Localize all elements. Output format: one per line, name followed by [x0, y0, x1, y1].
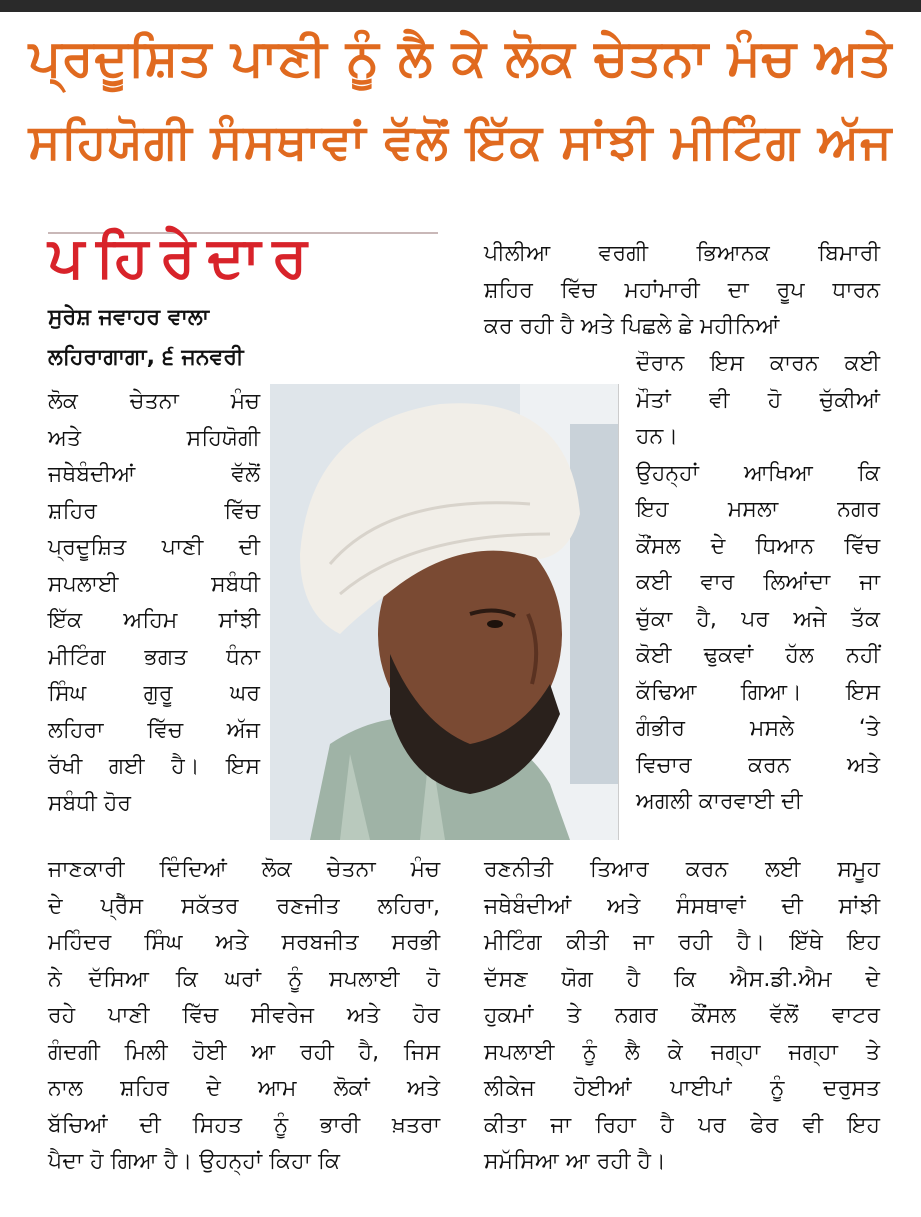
body-line: ਹੁਕਮਾਂ ਤੇ ਨਗਰ ਕੌਂਸਲ ਵੱਲੋਂ ਵਾਟਰ	[484, 1003, 880, 1028]
headline-line-1: ਪ੍ਰਦੂਸ਼ਿਤ ਪਾਣੀ ਨੂੰ ਲੈ ਕੇ ਲੋਕ ਚੇਤਨਾ ਮੰਚ ਅਤੇ	[28, 28, 893, 87]
body-line: ਕਈ ਵਾਰ ਲਿਆਂਦਾ ਜਾ	[636, 570, 880, 595]
body-line: ਗੰਭੀਰ ਮਸਲੇ ‘ਤੇ	[636, 716, 880, 741]
body-line: ਦੌਰਾਨ ਇਸ ਕਾਰਨ ਕਈ	[636, 351, 880, 376]
body-line: ਮੌਤਾਂ ਵੀ ਹੋ ਚੁੱਕੀਆਂ	[636, 387, 880, 413]
headline-line-2: ਸਹਿਯੋਗੀ ਸੰਸਥਾਵਾਂ ਵੱਲੋਂ ਇੱਕ ਸਾਂਝੀ ਮੀਟਿੰਗ ਅੱਜ	[28, 114, 893, 170]
body-line: ਅਤੇ ਸਹਿਯੋਗੀ	[48, 425, 260, 451]
body-line: ਸਪਲਾਈ ਨੂੰ ਲੈ ਕੇ ਜਗ੍ਹਾ ਜਗ੍ਹਾ ਤੇ	[484, 1039, 881, 1065]
body-line: ਰਹੇ ਪਾਣੀ ਵਿੱਚ ਸੀਵਰੇਜ ਅਤੇ ਹੋਰ	[48, 1003, 440, 1028]
body-line: ਨਾਲ ਸ਼ਹਿਰ ਦੇ ਆਮ ਲੋਕਾਂ ਅਤੇ	[48, 1076, 440, 1101]
body-line: ਸਮੱਸਿਆ ਆ ਰਹੀ ਹੈ।	[484, 1149, 666, 1174]
body-line: ਅਗਲੀ ਕਾਰਵਾਈ ਦੀ	[636, 789, 803, 814]
body-line: ਰੱਖੀ ਗਈ ਹੈ। ਇਸ	[48, 754, 260, 779]
body-column-left-bottom	[48, 852, 440, 1181]
body-line: ਉਹਨ੍ਹਾਂ ਆਖਿਆ ਕਿ	[636, 460, 880, 486]
body-line: ਗੰਦਗੀ ਮਿਲੀ ਹੋਈ ਆ ਰਹੀ ਹੈ, ਜਿਸ	[48, 1039, 440, 1065]
body-line: ਲਹਿਰਾ ਵਿੱਚ ਅੱਜ	[48, 717, 260, 743]
body-line: ਸਪਲਾਈ ਸਬੰਧੀ	[48, 571, 260, 597]
masthead-logo: ਪਹਿਰੇਦਾਰ	[48, 225, 320, 290]
body-line: ਜਾਣਕਾਰੀ ਦਿੰਦਿਆਂ ਲੋਕ ਚੇਤਨਾ ਮੰਚ	[48, 857, 440, 882]
body-line: ਜਥੇਬੰਦੀਆਂ ਅਤੇ ਸੰਸਥਾਵਾਂ ਦੀ ਸਾਂਝੀ	[484, 893, 880, 919]
body-column-left-top	[48, 384, 260, 822]
body-line: ਵਿਚਾਰ ਕਰਨ ਅਤੇ	[636, 752, 880, 778]
body-line: ਮੀਟਿੰਗ ਕੀਤੀ ਜਾ ਰਹੀ ਹੈ। ਇੱਥੇ ਇਹ	[484, 930, 880, 955]
body-line: ਲੋਕ ਚੇਤਨਾ ਮੰਚ	[48, 389, 260, 414]
body-line: ਕੌਂਸਲ ਦੇ ਧਿਆਨ ਵਿੱਚ	[636, 533, 880, 559]
body-line: ਸਬੰਧੀ ਹੋਰ	[48, 790, 132, 816]
body-line: ਇੱਕ ਅਹਿਮ ਸਾਂਝੀ	[48, 608, 260, 633]
body-line: ਕਰ ਰਹੀ ਹੈ ਅਤੇ ਪਿਛਲੇ ਛੇ ਮਹੀਨਿਆਂ	[484, 314, 780, 339]
body-line: ਦੱਸਣ ਯੋਗ ਹੈ ਕਿ ਐਸ.ਡੀ.ਐਮ ਦੇ	[484, 966, 880, 992]
body-line: ਚੁੱਕਾ ਹੈ, ਪਰ ਅਜੇ ਤੱਕ	[636, 606, 880, 632]
body-line: ਨੇ ਦੱਸਿਆ ਕਿ ਘਰਾਂ ਨੂੰ ਸਪਲਾਈ ਹੋ	[48, 966, 440, 992]
body-line: ਰਣਨੀਤੀ ਤਿਆਰ ਕਰਨ ਲਈ ਸਮੂਹ	[484, 857, 880, 882]
body-line: ਬੱਚਿਆਂ ਦੀ ਸਿਹਤ ਨੂੰ ਭਾਰੀ ਖ਼ਤਰਾ	[48, 1112, 440, 1138]
body-line: ਲੀਕੇਜ ਹੋਈਆਂ ਪਾਈਪਾਂ ਨੂੰ ਦਰੁਸਤ	[484, 1076, 880, 1101]
byline	[48, 298, 468, 378]
portrait-photo	[270, 384, 619, 840]
body-line: ਹਨ।	[636, 424, 679, 449]
body-line: ਸ਼ਹਿਰ ਵਿੱਚ	[48, 498, 260, 524]
body-column-right-middle	[636, 346, 880, 821]
byline-author: ਸੁਰੇਸ਼ ਜਵਾਹਰ ਵਾਲਾ	[48, 305, 210, 330]
byline-dateline: ਲਹਿਰਾਗਾਗਾ, ੬ ਜਨਵਰੀ	[48, 345, 244, 370]
body-line: ਕੀਤਾ ਜਾ ਰਿਹਾ ਹੈ ਪਰ ਫੇਰ ਵੀ ਇਹ	[484, 1112, 880, 1138]
body-line: ਜਥੇਬੰਦੀਆਂ ਵੱਲੋਂ	[48, 462, 260, 487]
body-line: ਪੈਦਾ ਹੋ ਗਿਆ ਹੈ। ਉਹਨ੍ਹਾਂ ਕਿਹਾ ਕਿ	[48, 1149, 341, 1174]
body-line: ਪੀਲੀਆ ਵਰਗੀ ਭਿਆਨਕ ਬਿਮਾਰੀ	[484, 241, 880, 266]
article-headline	[0, 16, 921, 196]
body-column-right-bottom	[484, 852, 880, 1181]
body-column-right-top	[484, 236, 880, 346]
body-line: ਪ੍ਰਦੂਸ਼ਿਤ ਪਾਣੀ ਦੀ	[48, 535, 260, 560]
body-line: ਦੇ ਪ੍ਰੈੱਸ ਸਕੱਤਰ ਰਣਜੀਤ ਲਹਿਰਾ,	[48, 893, 440, 919]
body-line: ਕੋਈ ਢੁਕਵਾਂ ਹੱਲ ਨਹੀਂ	[636, 643, 880, 668]
portrait-illustration	[270, 384, 618, 840]
body-line: ਮਹਿੰਦਰ ਸਿੰਘ ਅਤੇ ਸਰਬਜੀਤ ਸਰਭੀ	[48, 930, 440, 955]
newspaper-masthead	[48, 226, 438, 290]
body-line: ਸਿੰਘ ਗੁਰੂ ਘਰ	[48, 681, 260, 706]
body-line: ਸ਼ਹਿਰ ਵਿੱਚ ਮਹਾਂਮਾਰੀ ਦਾ ਰੂਪ ਧਾਰਨ	[484, 277, 880, 303]
body-line: ਇਹ ਮਸਲਾ ਨਗਰ	[636, 497, 880, 522]
body-line: ਕੱਢਿਆ ਗਿਆ। ਇਸ	[636, 679, 880, 705]
body-line: ਮੀਟਿੰਗ ਭਗਤ ਧੰਨਾ	[48, 644, 260, 670]
top-bar	[0, 0, 921, 12]
